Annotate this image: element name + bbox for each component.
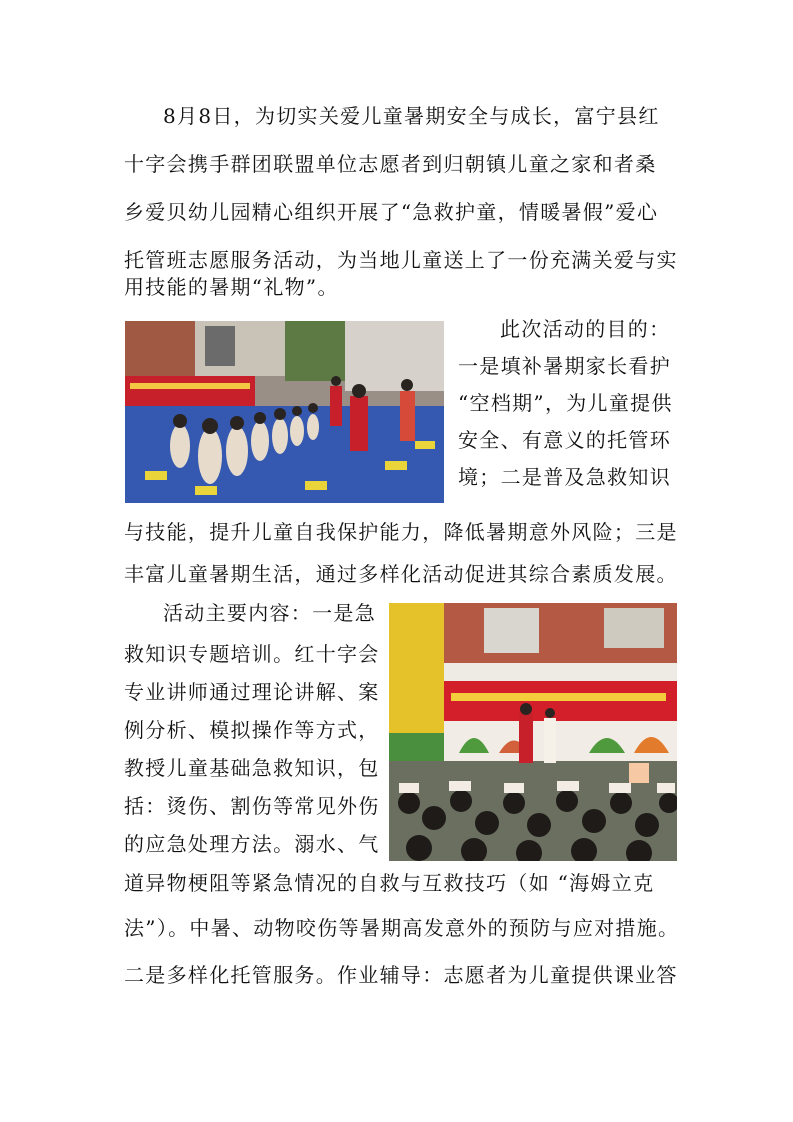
paragraph-2-side-line-4: 安全、有意义的托管环 bbox=[458, 428, 671, 452]
photo-children-audience-banner-icon bbox=[389, 603, 677, 861]
paragraph-1-line-5: 用技能的暑期“礼物”。 bbox=[124, 275, 339, 299]
paragraph-3-side-line-5: 教授儿童基础急救知识，包 bbox=[124, 756, 380, 780]
paragraph-2-full-line-1: 与技能，提升儿童自我保护能力，降低暑期意外风险；三是 bbox=[124, 520, 678, 544]
paragraph-3-full-line-2: 法”）。中暑、动物咬伤等暑期高发意外的预防与应对措施。 bbox=[124, 916, 680, 940]
paragraph-3-side-line-4: 例分析、模拟操作等方式， bbox=[124, 718, 380, 742]
paragraph-2-side-line-5: 境；二是普及急救知识 bbox=[458, 465, 671, 489]
paragraph-3-side-line-7: 的应急处理方法。溺水、气 bbox=[124, 832, 380, 856]
photo-outdoor-children-lineup-icon bbox=[125, 321, 444, 503]
paragraph-1-line-1: 8月8日，为切实关爱儿童暑期安全与成长，富宁县红 bbox=[163, 104, 660, 128]
paragraph-3-side-line-1: 活动主要内容：一是急 bbox=[163, 601, 376, 625]
photo-children-outdoor bbox=[125, 321, 444, 503]
paragraph-1-line-2: 十字会携手群团联盟单位志愿者到归朝镇儿童之家和者桑 bbox=[124, 152, 657, 176]
paragraph-1-line-3: 乡爱贝幼儿园精心组织开展了“急救护童，情暖暑假”爱心 bbox=[124, 200, 659, 224]
paragraph-2-side-line-3: “空档期”，为儿童提供 bbox=[458, 391, 673, 415]
paragraph-3-side-line-6: 括：烫伤、割伤等常见外伤 bbox=[124, 794, 380, 818]
paragraph-1-line-4: 托管班志愿服务活动，为当地儿童送上了一份充满关爱与实 bbox=[124, 248, 678, 272]
paragraph-3-full-line-3: 二是多样化托管服务。作业辅导：志愿者为儿童提供课业答 bbox=[124, 963, 678, 987]
paragraph-3-full-line-1: 道异物梗阻等紧急情况的自救与互救技巧（如 “海姆立克 bbox=[124, 871, 655, 895]
paragraph-2-full-line-2: 丰富儿童暑期生活，通过多样化活动促进其综合素质发展。 bbox=[124, 562, 678, 586]
paragraph-2-side-line-2: 一是填补暑期家长看护 bbox=[458, 354, 671, 378]
paragraph-3-side-line-3: 专业讲师通过理论讲解、案 bbox=[124, 680, 380, 704]
photo-children-audience bbox=[389, 603, 677, 861]
paragraph-3-side-line-2: 救知识专题培训。红十字会 bbox=[124, 642, 380, 666]
paragraph-2-side-line-1: 此次活动的目的： bbox=[500, 317, 671, 341]
